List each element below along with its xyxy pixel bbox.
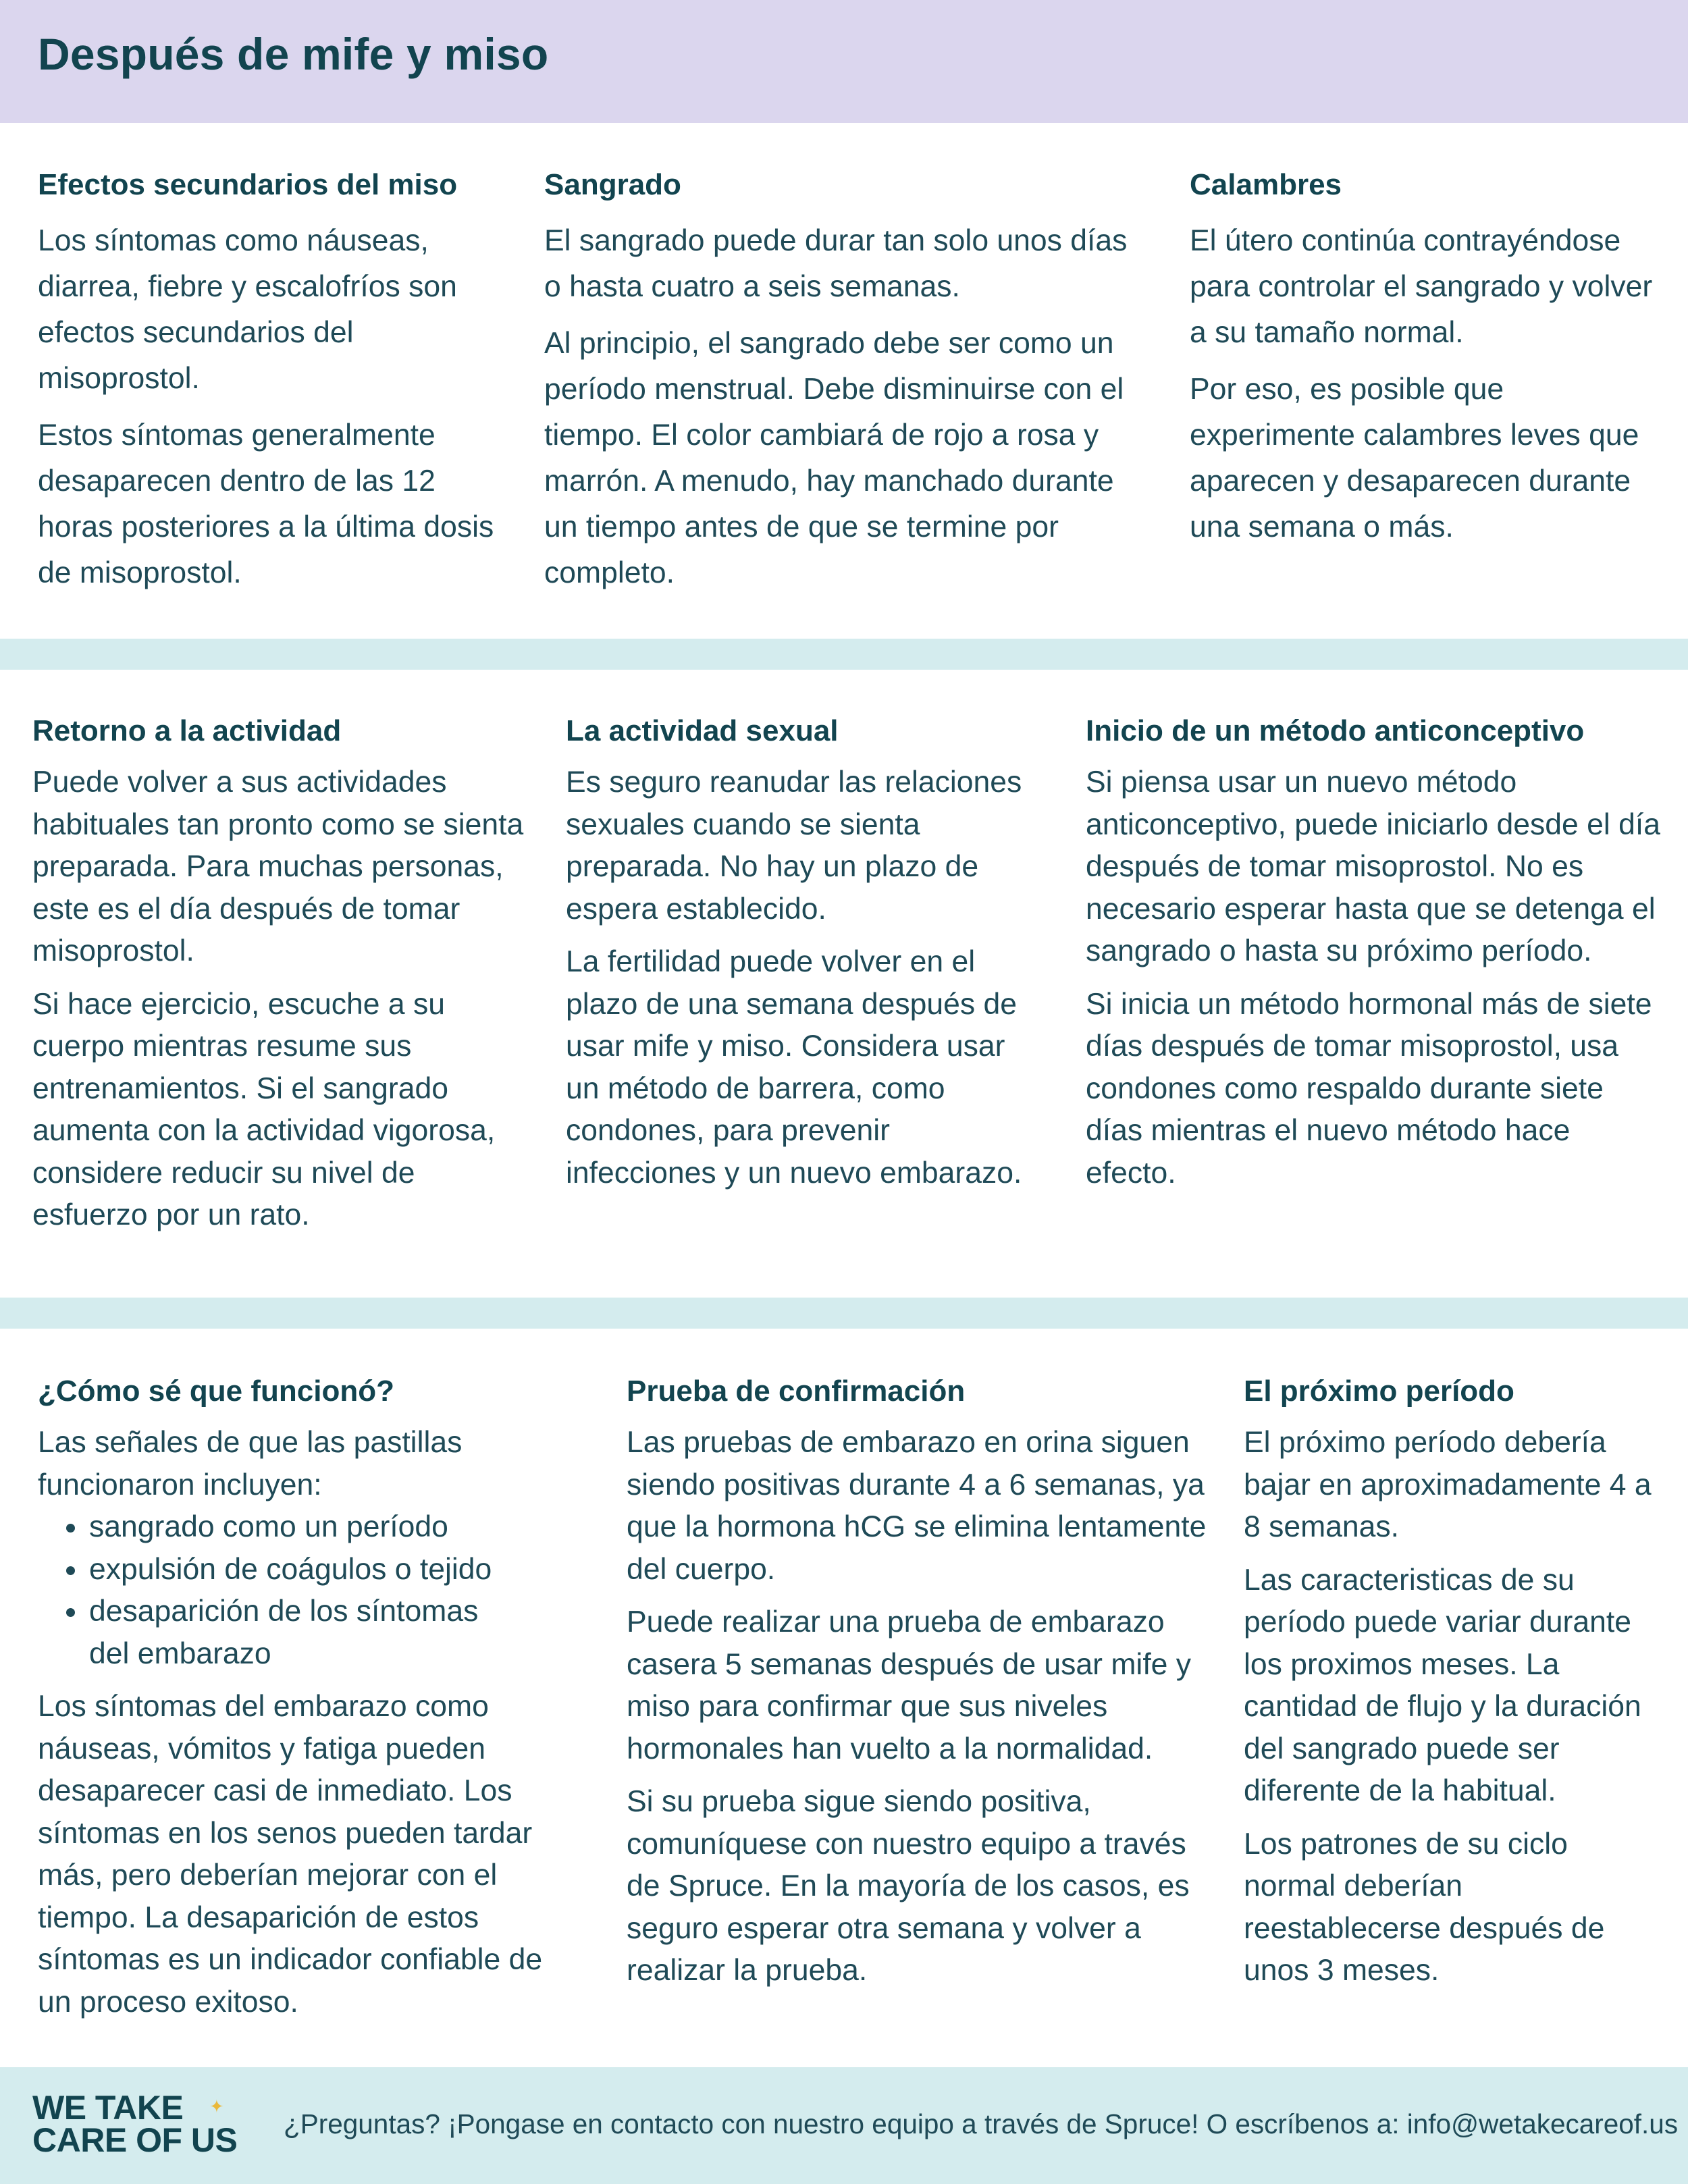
heading-return-activity: Retorno a la actividad <box>32 714 342 747</box>
paragraph: El próximo período debería bajar en aproximadamente 4 a 8 semanas. <box>1244 1426 1652 1543</box>
heading-next-period: El próximo período <box>1244 1375 1514 1408</box>
column-miso-side-effects <box>38 166 504 607</box>
heading-contraception: Inicio de un método anticonceptivo <box>1086 714 1585 747</box>
paragraph: Si inicia un método hormonal más de siete días después de tomar misoprostol, usa condones como respaldo durante siete días mientras el nuevo método hace efecto. <box>1086 987 1652 1190</box>
list-item-text: expulsión de coágulos o tejido <box>89 1552 492 1586</box>
list-item-text: desaparición de los síntomas del embarazo <box>89 1595 479 1670</box>
heading-miso-side-effects: Efectos secundarios del miso <box>38 168 458 201</box>
column-next-period <box>1244 1373 1662 2003</box>
bullet-list <box>38 1506 578 1675</box>
paragraph: La fertilidad puede volver en el plazo de una semana después de usar mife y miso. Considera usar un método de barrera, como condones, para prevenir infecciones y un nuevo embarazo. <box>566 945 1022 1190</box>
paragraph: Estos síntomas generalmente desaparecen dentro de las 12 horas posteriores a la última dosis de misoprostol. <box>38 419 494 589</box>
column-confirmation-test <box>627 1373 1207 2003</box>
paragraph: Si hace ejercicio, escuche a su cuerpo mientras resume sus entrenamientos. Si el sangrado aumenta con la actividad vigorosa, considere reducir su nivel de esfuerzo por un rato. <box>32 987 496 1231</box>
sparkle-icon: ✦ <box>209 2096 224 2116</box>
paragraph: Las pruebas de embarazo en orina siguen siendo positivas durante 4 a 6 semanas, ya que la hormona hCG se elimina lentamente del cuerpo. <box>627 1426 1207 1586</box>
list-item <box>38 1591 508 1675</box>
heading-bleeding: Sangrado <box>544 168 681 201</box>
heading-cramps: Calambres <box>1190 168 1342 201</box>
heading-sexual-activity: La actividad sexual <box>566 714 839 747</box>
paragraph: Es seguro reanudar las relaciones sexuales cuando se sienta preparada. No hay un plazo de espera establecido. <box>566 766 1022 926</box>
column-sexual-activity <box>566 712 1038 1205</box>
column-cramps <box>1190 166 1656 561</box>
paragraph: El sangrado puede durar tan solo unos días o hasta cuatro a seis semanas. <box>544 224 1128 303</box>
footer-contact-text: ¿Preguntas? ¡Pongase en contacto con nuestro equipo a través de Spruce! O escríbenos a: info@wetakecareof.us <box>284 2108 1679 2139</box>
list-item <box>38 1549 578 1591</box>
paragraph: Las señales de que las pastillas funcionaron incluyen: <box>38 1426 463 1501</box>
paragraph: Los patrones de su ciclo normal deberían reestablecerse después de unos 3 meses. <box>1244 1827 1605 1987</box>
list-item-text: sangrado como un período <box>89 1510 448 1543</box>
column-bleeding <box>544 166 1152 607</box>
paragraph: Si su prueba sigue siendo positiva, comuníquese con nuestro equipo a través de Spruce. En la mayoría de los casos, es seguro esperar otra semana y volver a realizar la prueba. <box>627 1785 1190 1987</box>
bullet-dot-icon <box>66 1524 75 1533</box>
column-return-activity <box>32 712 532 1248</box>
paragraph: Si piensa usar un nuevo método anticonceptivo, puede iniciarlo desde el día después de tomar misoprostol. No es necesario esperar hasta que se detenga el sangrado o hasta su próximo período. <box>1086 766 1661 967</box>
section-divider <box>0 639 1688 670</box>
paragraph: Puede realizar una prueba de embarazo casera 5 semanas después de usar mife y miso para confirmar que sus niveles hormonales han vuelto a la normalidad. <box>627 1605 1192 1765</box>
logo <box>32 2089 238 2159</box>
section-divider <box>0 1298 1688 1329</box>
page-title: Después de mife y miso <box>38 29 549 79</box>
list-item <box>38 1506 578 1549</box>
paragraph: Los síntomas del embarazo como náuseas, vómitos y fatiga pueden desaparecer casi de inmediato. Los síntomas en los senos pueden tardar más, pero deberían mejorar con el tiempo. La desaparición de estos síntomas es un indicador confiable de un proceso exitoso. <box>38 1690 543 2019</box>
paragraph: Los síntomas como náuseas, diarrea, fiebre y escalofríos son efectos secundarios del misoprostol. <box>38 224 457 395</box>
paragraph: Puede volver a sus actividades habituales tan pronto como se sienta preparada. Para muchas personas, este es el día después de tomar misoprostol. <box>32 766 524 967</box>
logo-line-2: CARE OF US <box>32 2121 238 2159</box>
bullet-dot-icon <box>66 1566 75 1575</box>
logo-line-1: WE TAKE <box>32 2089 184 2127</box>
paragraph: Las caracteristicas de su período puede variar durante los proximos meses. La cantidad de flujo y la duración del sangrado puede ser diferente de la habitual. <box>1244 1563 1641 1807</box>
paragraph: El útero continúa contrayéndose para controlar el sangrado y volver a su tamaño normal. <box>1190 224 1653 349</box>
heading-confirmation-test: Prueba de confirmación <box>627 1375 966 1408</box>
column-how-do-i-know <box>38 1373 578 2034</box>
heading-how-do-i-know: ¿Cómo sé que funcionó? <box>38 1375 394 1408</box>
bullet-dot-icon <box>66 1608 75 1617</box>
column-contraception <box>1086 712 1666 1205</box>
paragraph: Por eso, es posible que experimente calambres leves que aparecen y desaparecen durante una semana o más. <box>1190 373 1639 543</box>
paragraph: Al principio, el sangrado debe ser como un período menstrual. Debe disminuirse con el tiempo. El color cambiará de rojo a rosa y marrón. A menudo, hay manchado durante un tiempo antes de que se termine por completo. <box>544 327 1124 589</box>
